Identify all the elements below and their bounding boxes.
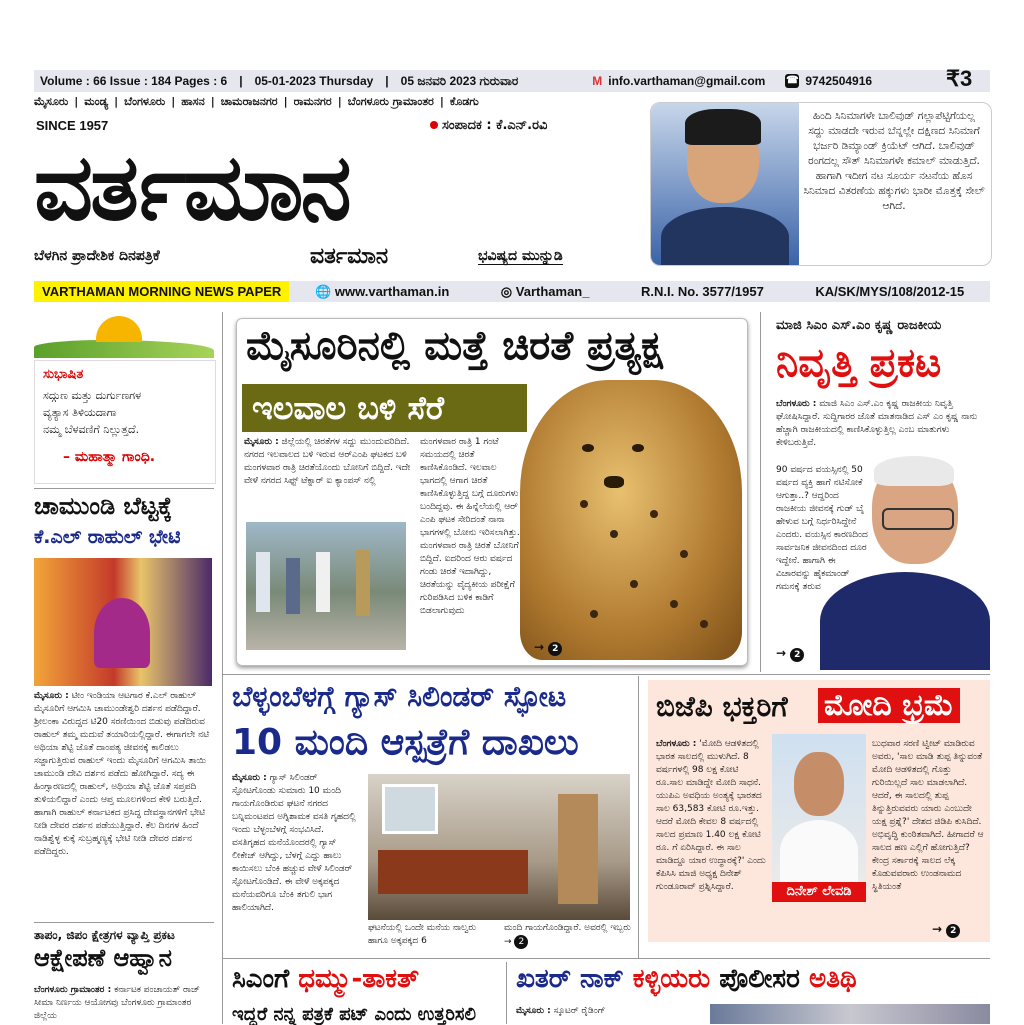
bottom-right-photo	[710, 1004, 990, 1024]
quote-line-1: ಸದ್ಗುಣ ಮತ್ತು ದುರ್ಗುಣಗಳ	[43, 389, 142, 402]
globe-icon: 🌐	[315, 283, 332, 299]
since-year: SINCE 1957	[36, 118, 109, 133]
quote-line-3: ನಮ್ಮ ಬೆಳವಣಿಗೆ ನಿಲ್ಲುತ್ತದೆ.	[43, 423, 140, 436]
smk-dateline: ಬೆಂಗಳೂರು :	[776, 399, 817, 409]
bjp-badge: ಮೋದಿ ಭ್ರಮೆ	[818, 688, 960, 723]
gas-body: ಗ್ಯಾಸ್ ಸಿಲಿಂಡರ್ ಸ್ಫೋಟಗೊಂಡು ಸುಮಾರು 10 ಮಂದಿ ಗಾಯಗೊಂಡಿರುವ ಘಟನೆ ನಗರದ ಬನ್ನಿಮಂಟಪದ ಅಗ್ನಿಶಾಮಕ ವಸತಿ ಗೃಹದಲ್ಲಿ ಇಂದು ಬೆಳ್ಳಂಬೆಳಗ್ಗೆ ಸಂಭವಿಸಿದೆ. ವಸತಿಗೃಹದ ಮನೆಯೊಂದರಲ್ಲಿ ಗ್ಯಾಸ್ ಲೀಕೇಜ್ ಆಗಿದ್ದು, ಬೆಳಗ್ಗೆ ಎದ್ದು ಹಾಲು ಕಾಯಿಸಲು ಬೆಂಕಿ ಹಚ್ಚುವ ವೇಳೆ ಸಿಲಿಂಡರ್ ಸ್ಫೋಟಗೊಂಡಿದೆ. ಈ ವೇಳೆ ಅಕ್ಕಪಕ್ಕದ ಮನೆಯವರಿಗೂ ಬೆಂಕಿ ತಗುಲಿ ಭಾಗ ಹಾಲಿಯಾಗಿದೆ.	[232, 773, 356, 913]
bottom-right-headline-d: ಅತಿಥಿ	[808, 964, 857, 994]
lead-body-col2: ಮಂಗಳವಾರ ರಾತ್ರಿ 1 ಗಂಟೆ ಸಮಯದಲ್ಲಿ ಚಿರತೆ ಕಾಣಿಸಿಕೊಂಡಿದೆ. ಇಲವಾಲ ಭಾಗದಲ್ಲಿ ಆಗಾಗ ಚಿರತೆ ಕಾಣಿಸಿಕೊಳ್ಳುತ್ತಿದ್ದ ಬಗ್ಗೆ ದೂರುಗಳು ಬಂದಿದ್ದವು. ಈ ಹಿನ್ನೆಲೆಯಲ್ಲಿ ಆರ್ ಎಂಪಿ ಘಟಕ ಸೇರಿದಂತೆ ನಾನಾ ಭಾಗಗಳಲ್ಲಿ ಬೋನು ಇರಿಸಲಾಗಿತ್ತು. ಮಂಗಳವಾರ ರಾತ್ರಿ ಚಿರತೆ ಬೋನಿಗೆ ಬಿದ್ದಿದೆ. ಐದರಿಂದ ಆರು ವರ್ಷದ ಗಂಡು ಚಿರತೆ ಇದಾಗಿದ್ದು, ಚಿರತೆಯನ್ನು ವೈದ್ಯಕೀಯ ಪರೀಕ್ಷೆಗೆ ಗುರಿಪಡಿಸಿದ ಬಳಿಕ ಕಾಡಿಗೆ ಬಿಡಲಾಗುವುದು	[420, 437, 520, 616]
editor-line	[430, 118, 547, 133]
phone-icon: ☎	[786, 75, 799, 86]
smk-kicker: ಮಾಜಿ ಸಿಎಂ ಎಸ್.ಎಂ ಕೃಷ್ಣ ರಾಜಕೀಯ	[776, 318, 942, 333]
tapam-body: ಕರ್ನಾಟಕ ಪಂಚಾಯತ್ ರಾಜ್ ಸೀಮಾ ನಿರ್ಣಯ ಆಯೋಗವು ಬೆಂಗಳೂರು ಗ್ರಾಮಾಂತರ ಜಿಲ್ಲೆಯ	[34, 985, 200, 1021]
city-list: ಮೈಸೂರು | ಮಂಡ್ಯ | ಬೆಂಗಳೂರು | ಹಾಸನ | ಚಾಮರಾಜನಗರ | ರಾಮನಗರ | ಬೆಂಗಳೂರು ಗ್ರಾಮಾಂತರ | ಕೊಡಗು	[34, 95, 644, 113]
date-english: 05-01-2023 Thursday	[254, 74, 374, 88]
editor-name: ಸಂಪಾದಕ : ಕೆ.ಎನ್.ರವಿ	[442, 118, 548, 133]
lead-body-col1: ಜಿಲ್ಲೆಯಲ್ಲಿ ಚಿರತೆಗಳ ಸದ್ದು ಮುಂದುವರಿದಿದೆ. ನಗರದ ಇಲವಾಲದ ಬಳಿ ಇರುವ ಆರ್‌ಎಂಪಿ ಘಟಕದ ಬಳಿ ಮಂಗಳವಾರ ರಾತ್ರಿ ಚಿರತೆಯೊಂದು ಬೋನಿಗೆ ಬಿದ್ದಿದೆ. ಇದೇ ವೇಳೆ ನಗರದ ಸಿಫ್ಟ್ ಟೆಕ್ನಾರ್ ಐ ಕ್ಯಾಂಪಸ್ ನಲ್ಲಿ	[244, 437, 411, 486]
bottom-right-headline-b: ಕಳ್ಳಿಯರು	[632, 964, 711, 994]
price: ₹3	[946, 66, 973, 91]
quote-line-2: ವ್ಯತ್ಯಾಸ ತಿಳಿಯದಾಗಾ	[43, 406, 117, 419]
cheetah-photo	[520, 380, 742, 660]
social-handle[interactable]: Varthaman_	[515, 283, 590, 299]
city-item: ಮಂಡ್ಯ	[84, 95, 109, 108]
gas-caption-1: ಘಟನೆಯಲ್ಲಿ ಒಂದೇ ಮನೆಯ ನಾಲ್ವರು ಹಾಗೂ ಅಕ್ಕಪಕ್ಕದ 6	[368, 923, 477, 946]
sunrise-illustration	[34, 310, 214, 358]
lead-headline: ಮೈಸೂರಿನಲ್ಲಿ ಮತ್ತೆ ಚಿರತೆ ಪ್ರತ್ಯಕ್ಷ	[246, 323, 663, 369]
bjp-body-col1: 'ಮೋದಿ ಆಡಳಿತದಲ್ಲಿ ಭಾರತ ಸಾಲದಲ್ಲಿ ಮುಳುಗಿದೆ. 8 ವರ್ಷಗಳಲ್ಲಿ 98 ಲಕ್ಷ ಕೋಟಿ ರೂ.ಸಾಲ ಮಾಡಿದ್ದೇ ಮೋದಿ ಸಾಧನೆ. ಯುಪಿಎ ಅವಧಿಯ ಅಂತ್ಯಕ್ಕೆ ಭಾರತದ ಸಾಲ 63,583 ಕೋಟಿ ರೂ.ಇತ್ತು. ಆದರೆ ಮೋದಿ ಕೇವಲ 8 ವರ್ಷದಲ್ಲಿ ಸಾಲದ ಪ್ರಮಾಣ 1.40 ಲಕ್ಷ ಕೋಟಿ ರೂ. ಗೆ ಏರಿಸಿದ್ದಾರೆ. ಈ ಸಾಲ ಮಾಡಿದ್ದೂ ಯಾರ ಉದ್ಧಾರಕ್ಕೆ?' ಎಂದು ಕೆಪಿಸಿಸಿ ಮಾಜಿ ಅಧ್ಯಕ್ಷ ದಿನೇಶ್ ಗುಂಡೂರಾವ್ ಪ್ರಶ್ನಿಸಿದ್ದಾರೆ.	[656, 739, 766, 892]
bottom-right-headline-c: ಪೊಲೀಸರ	[719, 964, 800, 994]
quote-author: – ಮಹಾತ್ಮಾ ಗಾಂಧಿ.	[63, 449, 156, 465]
bottom-right-dateline: ಮೈಸೂರು :	[516, 1006, 551, 1016]
lead-deck: ಇಲವಾಲ ಬಳಿ ಸೆರೆ	[242, 384, 527, 432]
chamundi-subhead: ಕೆ.ಎಲ್ ರಾಹುಲ್ ಭೇಟಿ	[34, 526, 181, 548]
smk-body-1: ಮಾಜಿ ಸಿಎಂ ಎಸ್.ಎಂ ಕೃಷ್ಣ ರಾಜಕೀಯ ನಿವೃತ್ತಿ ಘೋಷಿಸಿದ್ದಾರೆ. ಸುದ್ದಿಗಾರರ ಜೊತೆ ಮಾತನಾಡಿದ ಎಸ್ ಎಂ ಕೃಷ್ಣ ನಾನು ಹೆಚ್ಚಾಗಿ ರಾಜಕೀಯದಲ್ಲಿ ಕಾಣಿಸಿಕೊಳ್ಳುತ್ತಿಲ್ಲ ಎಂಬ ಮಾತುಗಳು ಕೇಳಿಬರುತ್ತಿವೆ.	[776, 399, 978, 448]
gas-subhead: 10 ಮಂದಿ ಆಸ್ಪತ್ರೆಗೆ ದಾಖಲು	[232, 722, 579, 763]
gas-dateline: ಮೈಸೂರು :	[232, 773, 267, 783]
bottom-left-headline-a: ಸಿಎಂಗೆ	[232, 964, 290, 994]
lead-dateline: ಮೈಸೂರು :	[244, 437, 279, 447]
rni-number: R.N.I. No. 3577/1957	[641, 284, 764, 299]
registration-number: KA/SK/MYS/108/2012-15	[815, 284, 965, 299]
city-item: ಬೆಂಗಳೂರು	[124, 95, 166, 108]
instagram-icon: ◎	[500, 283, 513, 299]
city-item: ಹಾಸನ	[181, 95, 205, 108]
bottom-left-headline-b: ಧಮ್ಮು-ತಾಕತ್	[298, 964, 420, 994]
city-item: ಬೆಂಗಳೂರು ಗ್ರಾಮಾಂತರ	[347, 95, 434, 108]
gmail-icon: M	[592, 74, 603, 88]
chamundi-dateline: ಮೈಸೂರು :	[34, 691, 69, 701]
phone-number: 9742504916	[805, 74, 873, 88]
bjp-photo-caption: ದಿನೇಶ್ ಲೇವಡಿ	[772, 882, 866, 902]
website-link[interactable]: www.varthaman.in	[334, 283, 450, 299]
blast-room-photo	[368, 774, 630, 920]
quote-box	[34, 360, 216, 484]
chamundi-headline: ಚಾಮುಂಡಿ ಬೆಟ್ಟಕ್ಕೆ	[34, 492, 173, 520]
city-item: ಮೈಸೂರು	[34, 95, 69, 108]
smk-body-2: 90 ವರ್ಷದ ವಯಸ್ಸಿನಲ್ಲಿ 50 ವರ್ಷದ ವ್ಯಕ್ತಿ ಹಾಗೆ ನಟಿಸೋಕೆ ಆಗುತ್ತಾ..? ಆದ್ದರಿಂದ ರಾಜಕೀಯ ಜೀವನಕ್ಕೆ ಗುಡ್ ಬೈ ಹೇಳುವ ಬಗ್ಗೆ ನಿರ್ಧರಿಸಿದ್ದೇನೆ ಎಂದರು. ವಯಸ್ಸಿನ ಕಾರಣದಿಂದ ಸಾರ್ವಜನಿಕ ಜೀವನದಿಂದ ದೂರ ಇದ್ದೇನೆ. ಹಾಗಾಗಿ ಈ ವಿಚಾರವನ್ನು ಹೈಕಮಾಂಡ್ ಗಮನಕ್ಕೆ ತರುವ	[776, 465, 868, 592]
paper-name-english: VARTHAMAN MORNING NEWS PAPER	[42, 284, 282, 299]
bjp-body-col2: ಬುಧವಾರ ಸರಣಿ ಟ್ವೀಟ್ ಮಾಡಿರುವ ಅವರು, 'ಸಾಲ ಮಾಡಿ ತುಪ್ಪ ತಿನ್ನುವಂತೆ ಮೋದಿ ಆಡಳಿತದಲ್ಲಿ ಗೊತ್ತು ಗುರಿಯಿಲ್ಲದೆ ಸಾಲ ಮಾಡಲಾಗಿದೆ. ಆದರೆ, ಈ ಸಾಲದಲ್ಲಿ ತುಪ್ಪ ತಿನ್ನುತ್ತಿರುವವರು ಯಾರು ಎಂಬುದೇ ಯಕ್ಷ ಪ್ರಶ್ನೆ?' ದೇಶದ ಜಿಡಿಪಿ ಕುಸಿದಿದೆ. ಅಭಿವೃದ್ಧಿ ಕುಂಠಿತವಾಗಿದೆ. ಹೀಗಾದರೆ ಆ ಸಾಲದ ಹಣ ಎಲ್ಲಿಗೆ ಹೋಗುತ್ತಿದೆ? ಕೇಂದ್ರ ಸರ್ಕಾರಕ್ಕೆ ಸಾಲದ ಲೆಕ್ಕ ಕೊಡುವವರಾರು ಉಂಡನಾಮದ ಸ್ಥಿತಿಯಂತೆ	[872, 739, 984, 892]
smk-headline: ನಿವೃತ್ತಿ ಪ್ರಕಟ	[776, 340, 942, 386]
smk-photo	[820, 452, 990, 670]
continued-icon: 2	[946, 924, 960, 938]
bottom-left-subhead: ಇದ್ದರೆ ನನ್ನ ಪತ್ರಕೆ ಪಟ್ ಎಂದು ಉತ್ತರಿಸಲಿ	[232, 1004, 476, 1025]
bjp-headline: ಬಿಜೆಪಿ ಭಕ್ತರಿಗೆ	[656, 690, 788, 723]
tapam-kicker: ತಾಪಂ, ಜಿಪಂ ಕ್ಷೇತ್ರಗಳ ವ್ಯಾಪ್ತಿ ಪ್ರಕಟ	[34, 928, 175, 942]
tagline-center: ವರ್ತಮಾನ	[310, 244, 389, 269]
bjp-dateline: ಬೆಂಗಳೂರು :	[656, 739, 697, 749]
tapam-dateline: ಬೆಂಗಳೂರು ಗ್ರಾಮಾಂತರ :	[34, 985, 112, 995]
city-item: ಚಾಮರಾಜನಗರ	[220, 95, 278, 108]
date-kannada: 05 ಜನವರಿ 2023 ಗುರುವಾರ	[400, 73, 519, 88]
dinesh-photo	[772, 734, 866, 882]
officials-photo	[246, 522, 406, 650]
city-item: ಕೊಡಗು	[449, 95, 479, 108]
continued-icon: 2	[548, 642, 562, 656]
continued-icon: 2	[514, 935, 528, 949]
feature-card	[650, 102, 992, 266]
tagline-right: ಭವಿಷ್ಯದ ಮುನ್ನುಡಿ	[478, 248, 563, 264]
red-dot-icon	[430, 121, 438, 129]
issue-volume: Volume : 66 Issue : 184 Pages : 6	[40, 74, 228, 88]
bottom-right-body: ಸ್ಕೂಟರ್ ರೈಡಿಂಗ್	[553, 1006, 606, 1016]
top-info-bar: Volume : 66 Issue : 184 Pages : 6 | 05-01-2023 Thursday | 05 ಜನವರಿ 2023 ಗುರುವಾರ M info.varthaman@gmail.com ☎ 9742504916	[34, 70, 990, 92]
english-info-bar	[34, 281, 990, 302]
gas-caption-2: ಮಂದಿ ಗಾಯಗೊಂಡಿದ್ದಾರೆ. ಅವರಲ್ಲಿ ಇಬ್ಬರು	[504, 923, 631, 933]
tagline-left: ಬೆಳಗಿನ ಪ್ರಾದೇಶಿಕ ದಿನಪತ್ರಿಕೆ	[34, 248, 160, 264]
rahul-temple-photo	[34, 558, 212, 686]
chamundi-body: ಟೀಂ ಇಂಡಿಯಾ ಆಟಗಾರ ಕೆ.ಎಲ್ ರಾಹುಲ್ ಮೈಸೂರಿಗೆ ಆಗಮಿಸಿ ಚಾಮುಂಡೇಶ್ವರಿ ದರ್ಶನ ಪಡೆದಿದ್ದಾರೆ. ಶ್ರೀಲಂಕಾ ವಿರುದ್ದದ ಟಿ20 ಸರಣಿಯಿಂದ ಬಿಡುವು ಪಡೆದಿರುವ ರಾಹುಲ್ ತಮ್ಮ ಮದುವೆ ತಯಾರಿಯಲ್ಲಿದ್ದಾರೆ. ಈಗಾಗಲೇ ನಟಿ ಅಥಿಯಾ ಶೆಟ್ಟಿ ಜೊತೆ ದಾಂಪತ್ಯ ಜೀವನಕ್ಕೆ ಕಾಲಿಡಲು ಸಜ್ಜಾಗುತ್ತಿರುವ ರಾಹುಲ್ ಇಂದು ಮೈಸೂರಿಗೆ ಆಗಮಿಸಿ ತಾಯಿ ಚಾಮುಂಡಿ ದೇವಿ ದರ್ಶನ ಪಡೆದು ಹೋಗಿದ್ದಾರೆ. ಸದ್ಯ ಈ ಹಿಂಗ್ಸಾರಣದಲ್ಲಿ ರಾಹುಲ್, ಅಥಿಯಾ ಶೆಟ್ಟಿ ಜೊತೆ ಸಪ್ತಪದಿ ತುಳಿಯಲಿದ್ದಾರೆ ಎಂದು ಆಪ್ತ ಮೂಲಗಳಿಂದ ಕೇಳಿ ಬರುತ್ತಿದೆ. ಹಾಗಾಗಿ ರಾಹುಲ್ ಕರ್ನಾಟಕದ ಪ್ರಸಿದ್ಧ ದೇವಸ್ಥಾನಗಳಿಗೆ ಭೇಟಿ ನೀಡಿ ದೇವರ ದರ್ಶನ ಪಡೆಯುತ್ತಿದ್ದಾರೆ. ಕೆಲ ದಿನಗಳ ಹಿಂದೆ ನಾಡಿಶ್ವೆಳ್ಳ ಕುಕ್ಕೆ ಸುಬ್ರಹ್ಮಣ್ಯಕ್ಕೆ ಭೇಟಿ ನೀಡಿ ದೇವರ ದರ್ಶನ ಪಡೆದಿದ್ದರು.	[34, 691, 209, 857]
newspaper-title: ವರ್ತಮಾನ	[34, 134, 349, 241]
continued-icon: 2	[790, 648, 804, 662]
city-item: ರಾಮನಗರ	[293, 95, 332, 108]
gas-headline: ಬೆಳ್ಳಂಬೆಳಗ್ಗೆ ಗ್ಯಾಸ್ ಸಿಲಿಂಡರ್ ಸ್ಫೋಟ	[232, 680, 567, 713]
actor-photo	[651, 103, 799, 265]
email-link[interactable]: info.varthaman@gmail.com	[608, 74, 766, 88]
bottom-right-headline-a: ಖತರ್ ನಾಕ್	[516, 964, 624, 994]
quote-title: ಸುಭಾಷಿತ	[43, 367, 84, 382]
tapam-headline: ಆಕ್ಷೇಪಣೆ ಆಹ್ವಾನ	[34, 944, 173, 972]
feature-text: ಹಿಂದಿ ಸಿನಿಮಾಗಳೇ ಬಾಲಿವುಡ್ ಗಲ್ಲಾಪೆಟ್ಟಿಗೆಯಲ್ಲ ಸದ್ದು ಮಾಡದೇ ಇರುವ ಬೆನ್ನಲ್ಲೇ ದಕ್ಷಿಣದ ಸಿನಿಮಾಗೆ ಭರ್ಜರಿ ಡಿಮ್ಯಾಂಡ್ ಕ್ರಿಯೆಟ್ ಆಗಿದೆ. ಬಾಲಿವುಡ್ ರಂಗದಲ್ಲ ಸೌತ್ ಸಿನಿಮಾಗಳೇ ಕಮಾಲ್ ಮಾಡುತ್ತಿದೆ. ಹಾಗಾಗಿ ಇದೀಗ ನಟ ಸೂರ್ಯ ನಟನೆಯ ಹೊಸ ಸಿನಿಮಾದ ವಿತರಣೆಯ ಹಕ್ಕುಗಳು ಭಾರೀ ಮೊತ್ತಕ್ಕೆ ಸೇಲ್ ಆಗಿದೆ.	[803, 110, 985, 212]
